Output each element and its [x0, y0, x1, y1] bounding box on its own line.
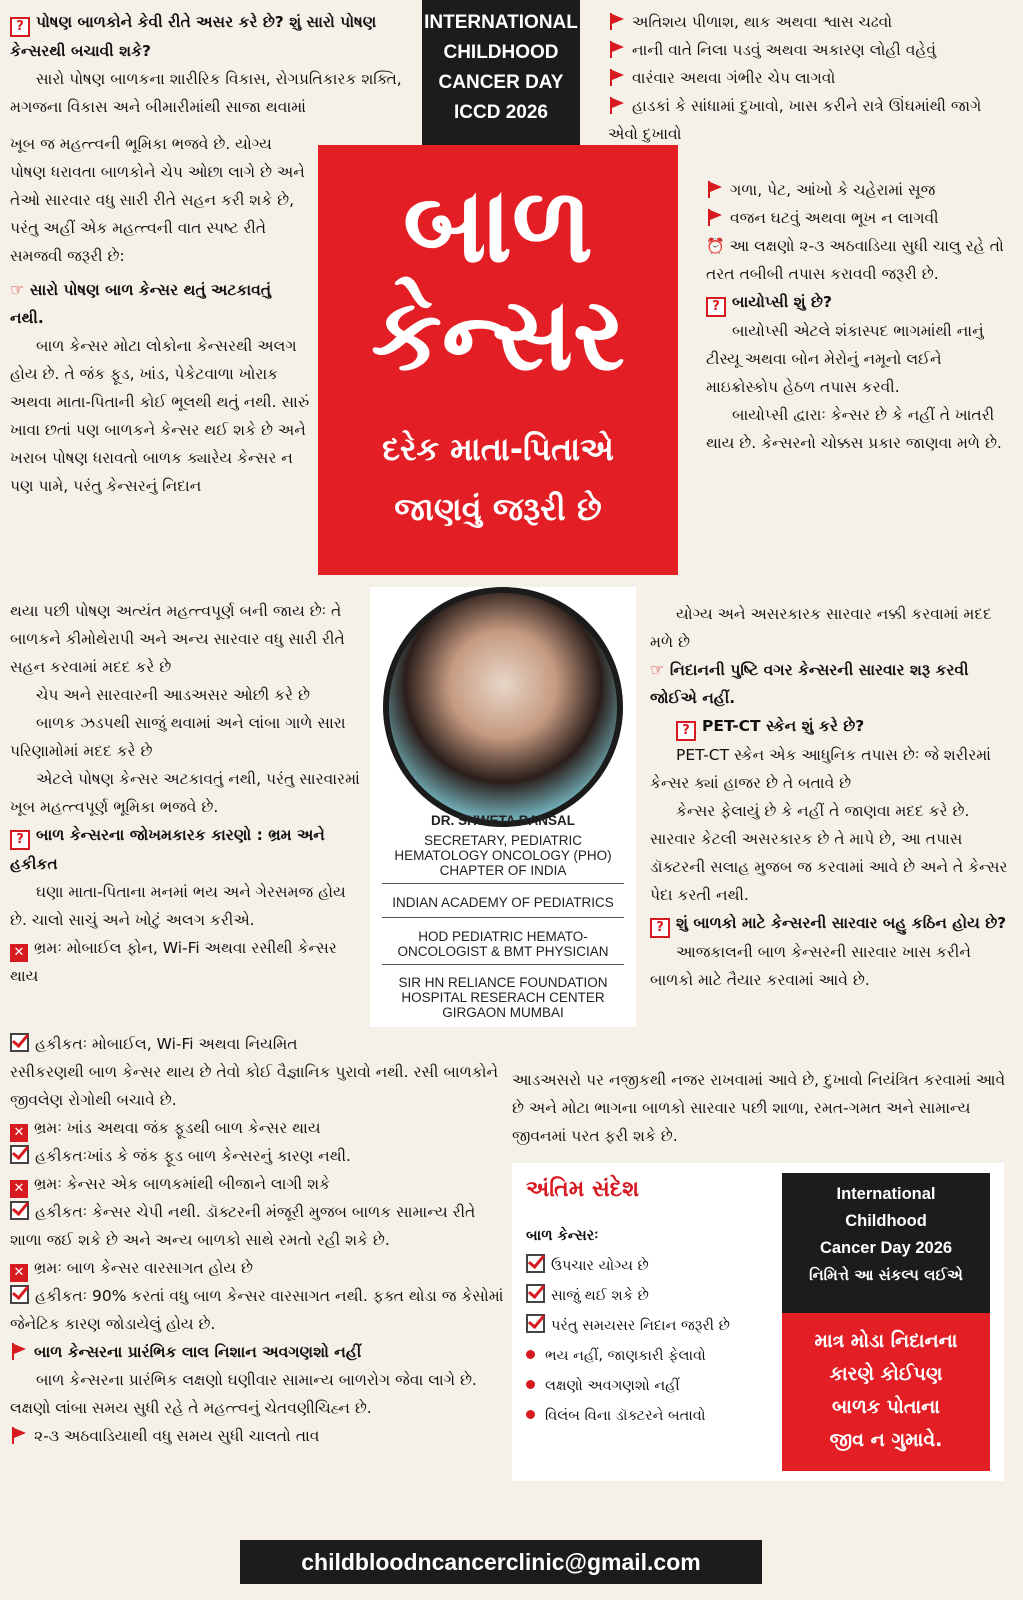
right-column-middle: [650, 600, 1012, 994]
key-point: સારો પોષણ બાળ કેન્સર થતું અટકાવતું નથી.: [10, 281, 272, 327]
sign-item: ૨-૩ અઠવાડિયાથી વધુ સમય સુધી ચાલતો તાવ: [34, 1427, 320, 1445]
bullet-icon: [526, 1410, 535, 1419]
resolution-line: જીવ ન ગુમાવે.: [829, 1429, 943, 1451]
flag-icon: [608, 96, 626, 114]
paragraph: ખૂબ જ મહત્ત્વની ભૂમિકા ભજવે છે. યોગ્ય પોષણ ધરાવતા બાળકોને ચેપ ઓછા લાગે છે અને તેઓ સારવાર વધુ સારી રીતે સહન કરી શકે છે, પરંતુ અહીં એક મહત્ત્વની વાત સ્પષ્ટ રીતે સમજવી જરૂરી છે:: [10, 135, 305, 265]
doctor-role: SECRETARY, PEDIATRIC: [423, 833, 583, 848]
fact-text: હકીકતઃ કેન્સર ચેપી નથી. ડૉક્ટરની મંજૂરી મુજબ બાળક સામાન્ય રીતે શાળા જઈ શકે છે અને અન્ય બાળકો સાથે રમતો રહી શકે છે.: [10, 1203, 476, 1249]
doctor-hod: HOD PEDIATRIC HEMATO-: [418, 929, 588, 944]
paragraph: થયા પછી પોષણ અત્યંત મહત્ત્વપૂર્ણ બની જાય છેઃ તે બાળકને કીમોથેરાપી અને અન્ય સારવાર વધુ સારી રીતે સહન કરવામાં મદદ કરે છે: [10, 602, 345, 676]
paragraph: આડઅસરો પર નજીકથી નજર રાખવામાં આવે છે, દુખાવો નિયંત્રિત કરવામાં આવે છે અને મોટા ભાગના બાળકો સારવાર પછી શાળા, રમત-ગમત અને સામાન્ય જીવનમાં પરત ફરી શકે છે.: [512, 1071, 1006, 1145]
divider: [382, 883, 624, 884]
doctor-hospital: SIR HN RELIANCE FOUNDATION: [398, 975, 608, 990]
paragraph: આજકાલની બાળ કેન્સરની સારવાર ખાસ કરીને બાળકો માટે તૈયાર કરવામાં આવે છે.: [650, 943, 971, 989]
question-heading: PET-CT સ્કેન શું કરે છે?: [702, 717, 865, 735]
right-column-narrow: [706, 176, 1010, 457]
cross-icon: ✕: [10, 1264, 28, 1282]
question-heading: બાયોપ્સી શું છે?: [732, 293, 832, 311]
check-icon: [10, 1201, 29, 1220]
doctor-hospital: HOSPITAL RESERACH CENTER: [401, 990, 605, 1005]
check-icon: [10, 1145, 29, 1164]
right-column-top: [608, 8, 1013, 148]
resolution-line: માત્ર મોડા નિદાનના: [814, 1330, 958, 1352]
bullet-item: ભય નહીં, જાણકારી ફેલાવો: [545, 1348, 706, 1364]
iccd-line: ICCD 2026: [454, 102, 548, 123]
subtitle-line-2: જાણવું જરૂરી છે: [394, 490, 602, 528]
myth-text: ભ્રમઃ બાળ કેન્સર વારસાગત હોય છે: [34, 1259, 254, 1277]
resolution-line: બાળક પોતાના: [832, 1396, 940, 1418]
doctor-academy: INDIAN ACADEMY OF PEDIATRICS: [392, 895, 614, 910]
myth-text: ભ્રમઃ કેન્સર એક બાળકમાંથી બીજાને લાગી શકે: [34, 1175, 331, 1193]
fact-text: હકીકતઃ મોબાઈલ, Wi-Fi અથવા નિયમિત: [35, 1035, 298, 1053]
flag-icon: [10, 1426, 28, 1444]
question-heading: શું બાળકો માટે કેન્સરની સારવાર બહુ કઠિન હોય છે?: [676, 914, 1007, 932]
alarm-clock-icon: ⏰: [706, 237, 730, 255]
check-icon: [10, 1285, 29, 1304]
paragraph: એટલે પોષણ કેન્સર અટકાવતું નથી, પરંતુ સારવારમાં ખૂબ મહત્ત્વપૂર્ણ ભૂમિકા ભજવે છે.: [10, 770, 360, 816]
resolution-box: [782, 1313, 990, 1471]
pointing-hand-icon: ☞: [10, 280, 30, 299]
check-icon: [526, 1314, 545, 1333]
fact-text: હકીકતઃ 90% કરતાં વધુ બાળ કેન્સર વારસાગત નથી. ફક્ત થોડા જ કેસોમાં જેનેટિક કારણ જોડાયેલું હોય છે.: [10, 1287, 504, 1333]
cross-icon: ✕: [10, 944, 28, 962]
myth-fact-section: [10, 1030, 508, 1450]
alert-text: આ લક્ષણો ૨-૩ અઠવાડિયા સુધી ચાલુ રહે તો તરત તબીબી તપાસ કરાવવી જરૂરી છે.: [706, 237, 1004, 283]
paragraph: ચેપ અને સારવારની આડઅસર ઓછી કરે છે: [36, 686, 310, 704]
sign-item: અતિશય પીળાશ, થાક અથવા શ્વાસ ચઢવો: [632, 13, 893, 31]
paragraph: બાળક ઝડપથી સાજું થવામાં અને લાંબા ગાળે સારા પરિણામોમાં મદદ કરે છે: [10, 714, 346, 760]
doctor-role: CHAPTER OF INDIA: [439, 863, 567, 878]
question-heading: પોષણ બાળકોને કેવી રીતે અસર કરે છે? શું સારો પોષણ કેન્સરથી બચાવી શકે?: [10, 13, 377, 60]
left-column-narrow: [10, 130, 310, 500]
paragraph: યોગ્ય અને અસરકારક સારવાર નક્કી કરવામાં મદદ મળે છે: [650, 605, 992, 651]
cross-icon: ✕: [10, 1180, 28, 1198]
flag-icon: [706, 180, 724, 198]
paragraph: PET-CT સ્કેન એક આધુનિક તપાસ છેઃ જે શરીરમાં કેન્સર ક્યાં હાજર છે તે બતાવે છે: [650, 746, 991, 792]
final-message-box: [512, 1163, 1004, 1481]
sign-item: હાડકાં કે સાંધામાં દુખાવો, ખાસ કરીને રાત્રે ઊંઘમાંથી જાગે એવો દુખાવો: [608, 97, 982, 143]
paragraph: બાળ કેન્સરના પ્રારંભિક લક્ષણો ઘણીવાર સામાન્ય બાળરોગ જેવા લાગે છે. લક્ષણો લાંબા સમય સુધી રહે તે મહત્ત્વનું ચેતવણીચિહ્ન છે.: [10, 1371, 477, 1417]
flag-icon: [10, 1342, 28, 1360]
key-point: નિદાનની પુષ્ટિ વગર કેન્સરની સારવાર શરૂ કરવી જોઈએ નહીં.: [650, 661, 969, 707]
pledge-header: [782, 1173, 990, 1313]
left-column-middle: [10, 597, 365, 990]
doctor-card: [370, 587, 636, 1027]
sign-item: વજન ઘટવું અથવા ભૂખ ન લાગવી: [730, 209, 939, 227]
pointing-hand-icon: ☞: [650, 660, 670, 679]
flag-icon: [608, 12, 626, 30]
section-heading: બાળ કેન્સરના પ્રારંભિક લાલ નિશાન અવગણશો નહીં: [34, 1343, 362, 1361]
question-icon: ?: [706, 297, 726, 317]
paragraph: રસીકરણથી બાળ કેન્સર થાય છે તેવો કોઈ વૈજ્ઞાનિક પુરાવો નથી. રસી બાળકોને જીવલેણ રોગોથી બચાવે છે.: [10, 1063, 499, 1109]
question-icon: ?: [650, 918, 670, 938]
pledge-line: Childhood: [845, 1212, 927, 1230]
myth-text: ભ્રમઃ ખાંડ અથવા જંક ફૂડથી બાળ કેન્સર થાય: [34, 1119, 321, 1137]
check-item: સાજું થઈ શકે છે: [551, 1288, 649, 1304]
bullet-icon: [526, 1350, 535, 1359]
title-line-2: કેન્સર: [371, 276, 625, 393]
paragraph: બાળ કેન્સર મોટા લોકોના કેન્સરથી અલગ હોય છે. તે જંક ફૂડ, ખાંડ, પેકેટવાળા ખોરાક અથવા માતા-પિતાની કોઈ ભૂલથી થતું નથી. સારું ખાવા છતાં પણ બાળકને કેન્સર થઈ શકે છે અને ખરાબ પોષણ ધરાવતો બાળક ક્યારેય કેન્સર ન પણ પામે, પરંતુ કેન્સરનું નિદાન: [10, 337, 310, 495]
final-title: અંતિમ સંદેશ: [526, 1177, 640, 1202]
left-column-top: [10, 8, 414, 121]
title-panel: [318, 145, 678, 575]
paragraph: સારો પોષણ બાળકના શારીરિક વિકાસ, રોગપ્રતિકારક શક્તિ, મગજના વિકાસ અને બીમારીમાંથી સાજા થવામાં: [10, 70, 402, 116]
sign-item: નાની વાતે નિલા પડવું અથવા અકારણ લોહી વહેવું: [632, 41, 937, 59]
question-heading: બાળ કેન્સરના જોખમકારક કારણો : ભ્રમ અને હકીકત: [10, 826, 325, 873]
flag-icon: [608, 68, 626, 86]
final-label: બાળ કેન્સરઃ: [526, 1228, 599, 1244]
right-column-bottom: [512, 1066, 1012, 1150]
paragraph: ઘણા માતા-પિતાના મનમાં ભય અને ગેરસમજ હોય છે. ચાલો સાચું અને ખોટું અલગ કરીએ.: [10, 883, 346, 929]
doctor-photo: [383, 587, 623, 827]
portrait-image: [389, 593, 617, 821]
subtitle-line-1: દરેક માતા-પિતાએ: [382, 430, 614, 468]
paragraph: કેન્સર ફેલાયું છે કે નહીં તે જાણવા મદદ કરે છે. સારવાર કેટલી અસરકારક છે તે માપે છે, આ તપાસ ડૉક્ટરની સલાહ મુજબ જ કરવામાં આવે છે અને તે કેન્સર પેદા કરતી નથી.: [650, 802, 1008, 904]
question-icon: ?: [676, 721, 696, 741]
flag-icon: [706, 208, 724, 226]
title-line-1: બાળ: [402, 164, 594, 286]
question-icon: ?: [10, 17, 30, 37]
sign-item: વારંવાર અથવા ગંભીર ચેપ લાગવો: [632, 69, 836, 87]
fact-text: હકીકતઃખાંડ કે જંક ફૂડ બાળ કેન્સરનું કારણ નથી.: [35, 1147, 351, 1165]
check-icon: [526, 1254, 545, 1273]
check-item: પરંતુ સમયસર નિદાન જરૂરી છે: [551, 1318, 730, 1334]
bullet-icon: [526, 1380, 535, 1389]
iccd-line: INTERNATIONAL: [424, 12, 578, 33]
pledge-line: International: [836, 1185, 936, 1203]
iccd-line: CANCER DAY: [438, 72, 564, 93]
flag-icon: [608, 40, 626, 58]
pledge-line: નિમિત્તે આ સંકલ્પ લઈએ: [809, 1266, 963, 1284]
pledge-line: Cancer Day 2026: [819, 1239, 953, 1257]
bullet-item: વિલંબ વિના ડૉક્ટરને બતાવો: [545, 1408, 706, 1424]
cross-icon: ✕: [10, 1124, 28, 1142]
iccd-header-box: [422, 0, 580, 160]
doctor-name: DR. SHWETA BANSAL: [431, 813, 575, 828]
check-icon: [10, 1033, 29, 1052]
doctor-hod: ONCOLOGIST & BMT PHYSICIAN: [397, 944, 609, 959]
check-icon: [526, 1284, 545, 1303]
question-icon: ?: [10, 830, 30, 850]
check-item: ઉપચાર યોગ્ય છે: [551, 1258, 649, 1274]
bullet-item: લક્ષણો અવગણશો નહીં: [545, 1378, 680, 1394]
contact-email[interactable]: childbloodncancerclinic@gmail.com: [240, 1540, 762, 1584]
final-list: [526, 1221, 784, 1431]
resolution-line: કારણે કોઈપણ: [829, 1363, 943, 1385]
iccd-line: CHILDHOOD: [443, 42, 559, 63]
paragraph: બાયોપ્સી એટલે શંકાસ્પદ ભાગમાંથી નાનું ટીસ્યૂ અથવા બોન મેરોનું નમૂનો લઈને માઇક્રોસ્કોપ હેઠળ તપાસ કરવી.: [706, 322, 984, 396]
myth-text: ભ્રમઃ મોબાઈલ ફોન, Wi-Fi અથવા રસીથી કેન્સર થાય: [10, 939, 337, 985]
doctor-hospital: GIRGAON MUMBAI: [442, 1005, 564, 1020]
sign-item: ગળા, પેટ, આંખો કે ચહેરામાં સૂજ: [730, 181, 936, 199]
paragraph: બાયોપ્સી દ્વારાઃ કેન્સર છે કે નહીં તે ખાતરી થાય છે. કેન્સરનો ચોક્કસ પ્રકાર જાણવા મળે છે.: [706, 406, 1002, 452]
divider: [382, 917, 624, 918]
doctor-role: HEMATOLOGY ONCOLOGY (PHO): [394, 848, 612, 863]
divider: [382, 964, 624, 965]
